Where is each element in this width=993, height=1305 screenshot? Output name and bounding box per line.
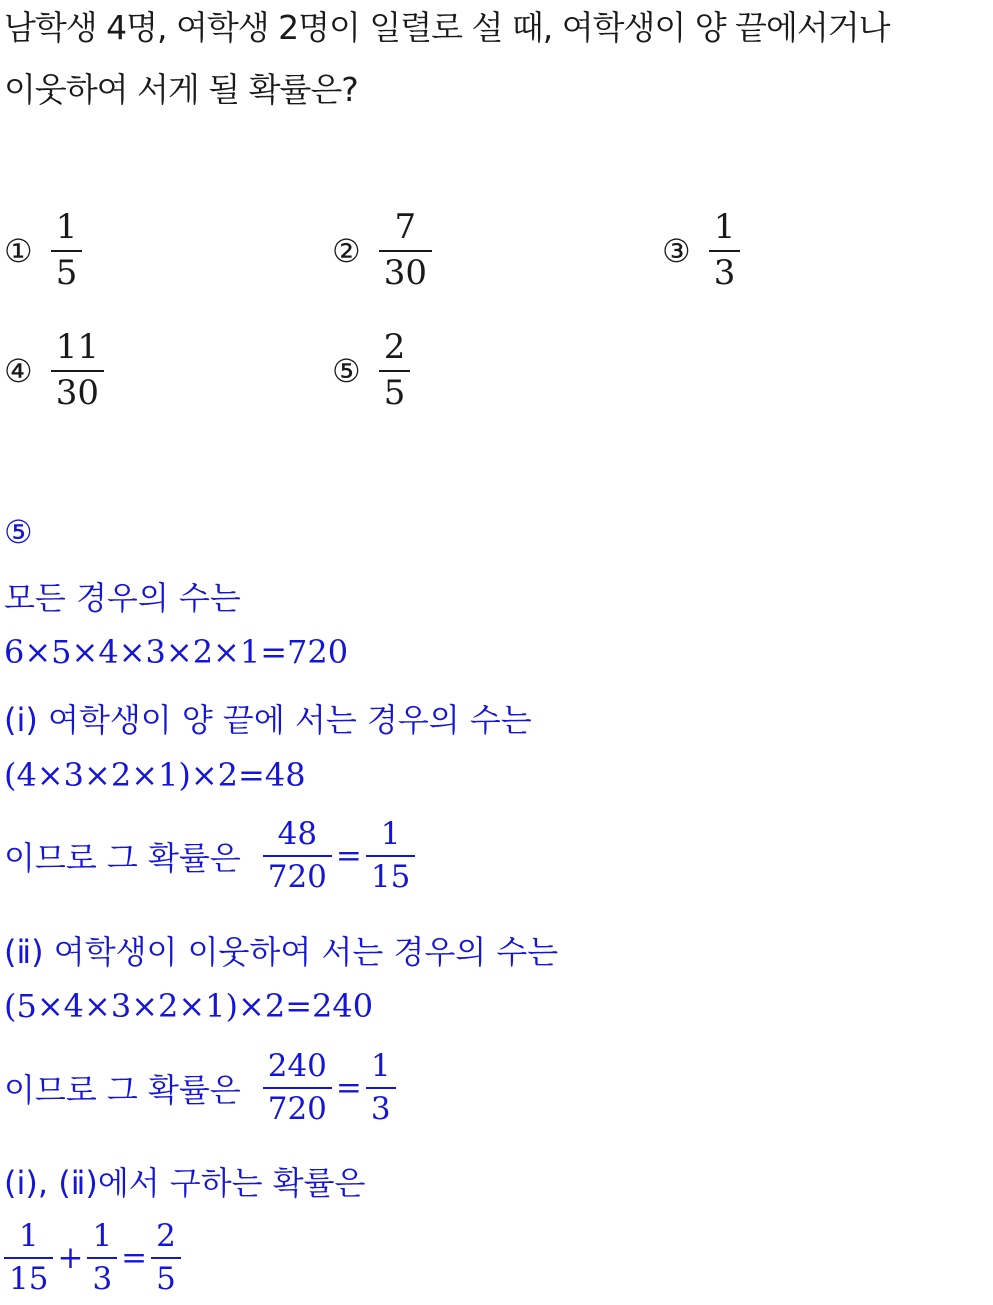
fraction-bar: [51, 370, 104, 372]
case1-expression: (4×3×2×1)×2=48: [4, 756, 306, 794]
final-fraction-3: [151, 1220, 181, 1295]
numerator: 240: [267, 1048, 327, 1084]
choice-fraction: [709, 207, 741, 293]
numerator: 1: [55, 207, 78, 247]
case1-fraction-2: [366, 818, 415, 893]
choice-mark: ①: [4, 231, 33, 270]
denominator: 3: [92, 1260, 113, 1297]
case2-probability-line: [4, 1050, 396, 1125]
numerator: 1: [92, 1218, 113, 1254]
question-line-2: 이웃하여 서게 될 확률은?: [4, 70, 358, 109]
final-expression: [4, 1220, 181, 1295]
case2-fraction-1: [263, 1050, 332, 1125]
fraction-bar: [709, 250, 741, 252]
final-fraction-2: [87, 1220, 117, 1295]
fraction-bar: [379, 370, 411, 372]
choice-fraction: [51, 207, 83, 293]
denominator: 30: [55, 372, 99, 413]
numerator: 1: [370, 1048, 391, 1084]
denominator: 5: [156, 1260, 176, 1297]
fraction-bar: [263, 855, 332, 857]
case2-expression: (5×4×3×2×1)×2=240: [4, 987, 374, 1025]
numerator: 1: [713, 207, 736, 247]
denominator: 30: [383, 252, 427, 293]
fraction-bar: [151, 1257, 181, 1259]
final-fraction-1: [4, 1220, 53, 1295]
fraction-bar: [366, 1087, 396, 1089]
final-label: (ⅰ), (ⅱ)에서 구하는 확률은: [4, 1164, 366, 1202]
choice-mark: ③: [662, 231, 691, 270]
denominator: 720: [267, 858, 327, 895]
denominator: 5: [383, 372, 406, 413]
case2-label: (ⅱ) 여학생이 이웃하여 서는 경우의 수는: [4, 933, 559, 971]
choice-3[interactable]: [662, 207, 740, 293]
denominator: 3: [713, 252, 736, 293]
numerator: 2: [156, 1218, 176, 1254]
case2-probability-label: 이므로 그 확률은: [4, 1070, 241, 1109]
fraction-bar: [379, 250, 432, 252]
case2-fraction-2: [366, 1050, 396, 1125]
plus-sign: +: [57, 1239, 84, 1276]
denominator: 5: [55, 252, 78, 293]
fraction-bar: [51, 250, 83, 252]
choice-fraction: [51, 327, 104, 413]
numerator: 11: [55, 327, 99, 367]
case1-probability-label: 이므로 그 확률은: [4, 838, 241, 877]
case1-label: (ⅰ) 여학생이 양 끝에 서는 경우의 수는: [4, 701, 532, 739]
denominator: 3: [370, 1090, 391, 1127]
choice-fraction: [379, 207, 432, 293]
total-cases-expression: 6×5×4×3×2×1=720: [4, 633, 349, 671]
choice-4[interactable]: [4, 327, 104, 413]
question-line-1: 남학생 4명, 여학생 2명이 일렬로 설 때, 여학생이 양 끝에서거나: [4, 8, 890, 47]
choice-fraction: [379, 327, 411, 413]
numerator: 48: [277, 816, 318, 852]
fraction-bar: [263, 1087, 332, 1089]
numerator: 1: [380, 816, 401, 852]
total-cases-label: 모든 경우의 수는: [4, 579, 241, 617]
numerator: 2: [383, 327, 406, 367]
fraction-bar: [4, 1257, 53, 1259]
equals-sign: =: [335, 1069, 362, 1106]
case1-probability-line: [4, 818, 415, 893]
numerator: 1: [18, 1218, 39, 1254]
choice-mark: ⑤: [332, 351, 361, 390]
fraction-bar: [366, 855, 415, 857]
choice-mark: ②: [332, 231, 361, 270]
denominator: 15: [9, 1260, 49, 1297]
denominator: 720: [267, 1090, 327, 1127]
denominator: 15: [370, 858, 411, 895]
fraction-bar: [87, 1257, 117, 1259]
choice-1[interactable]: [4, 207, 82, 293]
numerator: 7: [394, 207, 417, 247]
equals-sign: =: [121, 1239, 148, 1276]
choice-2[interactable]: [332, 207, 432, 293]
case1-fraction-1: [263, 818, 332, 893]
choice-mark: ④: [4, 351, 33, 390]
choice-5[interactable]: [332, 327, 410, 413]
answer-mark: ⑤: [4, 513, 33, 551]
equals-sign: =: [335, 837, 362, 874]
